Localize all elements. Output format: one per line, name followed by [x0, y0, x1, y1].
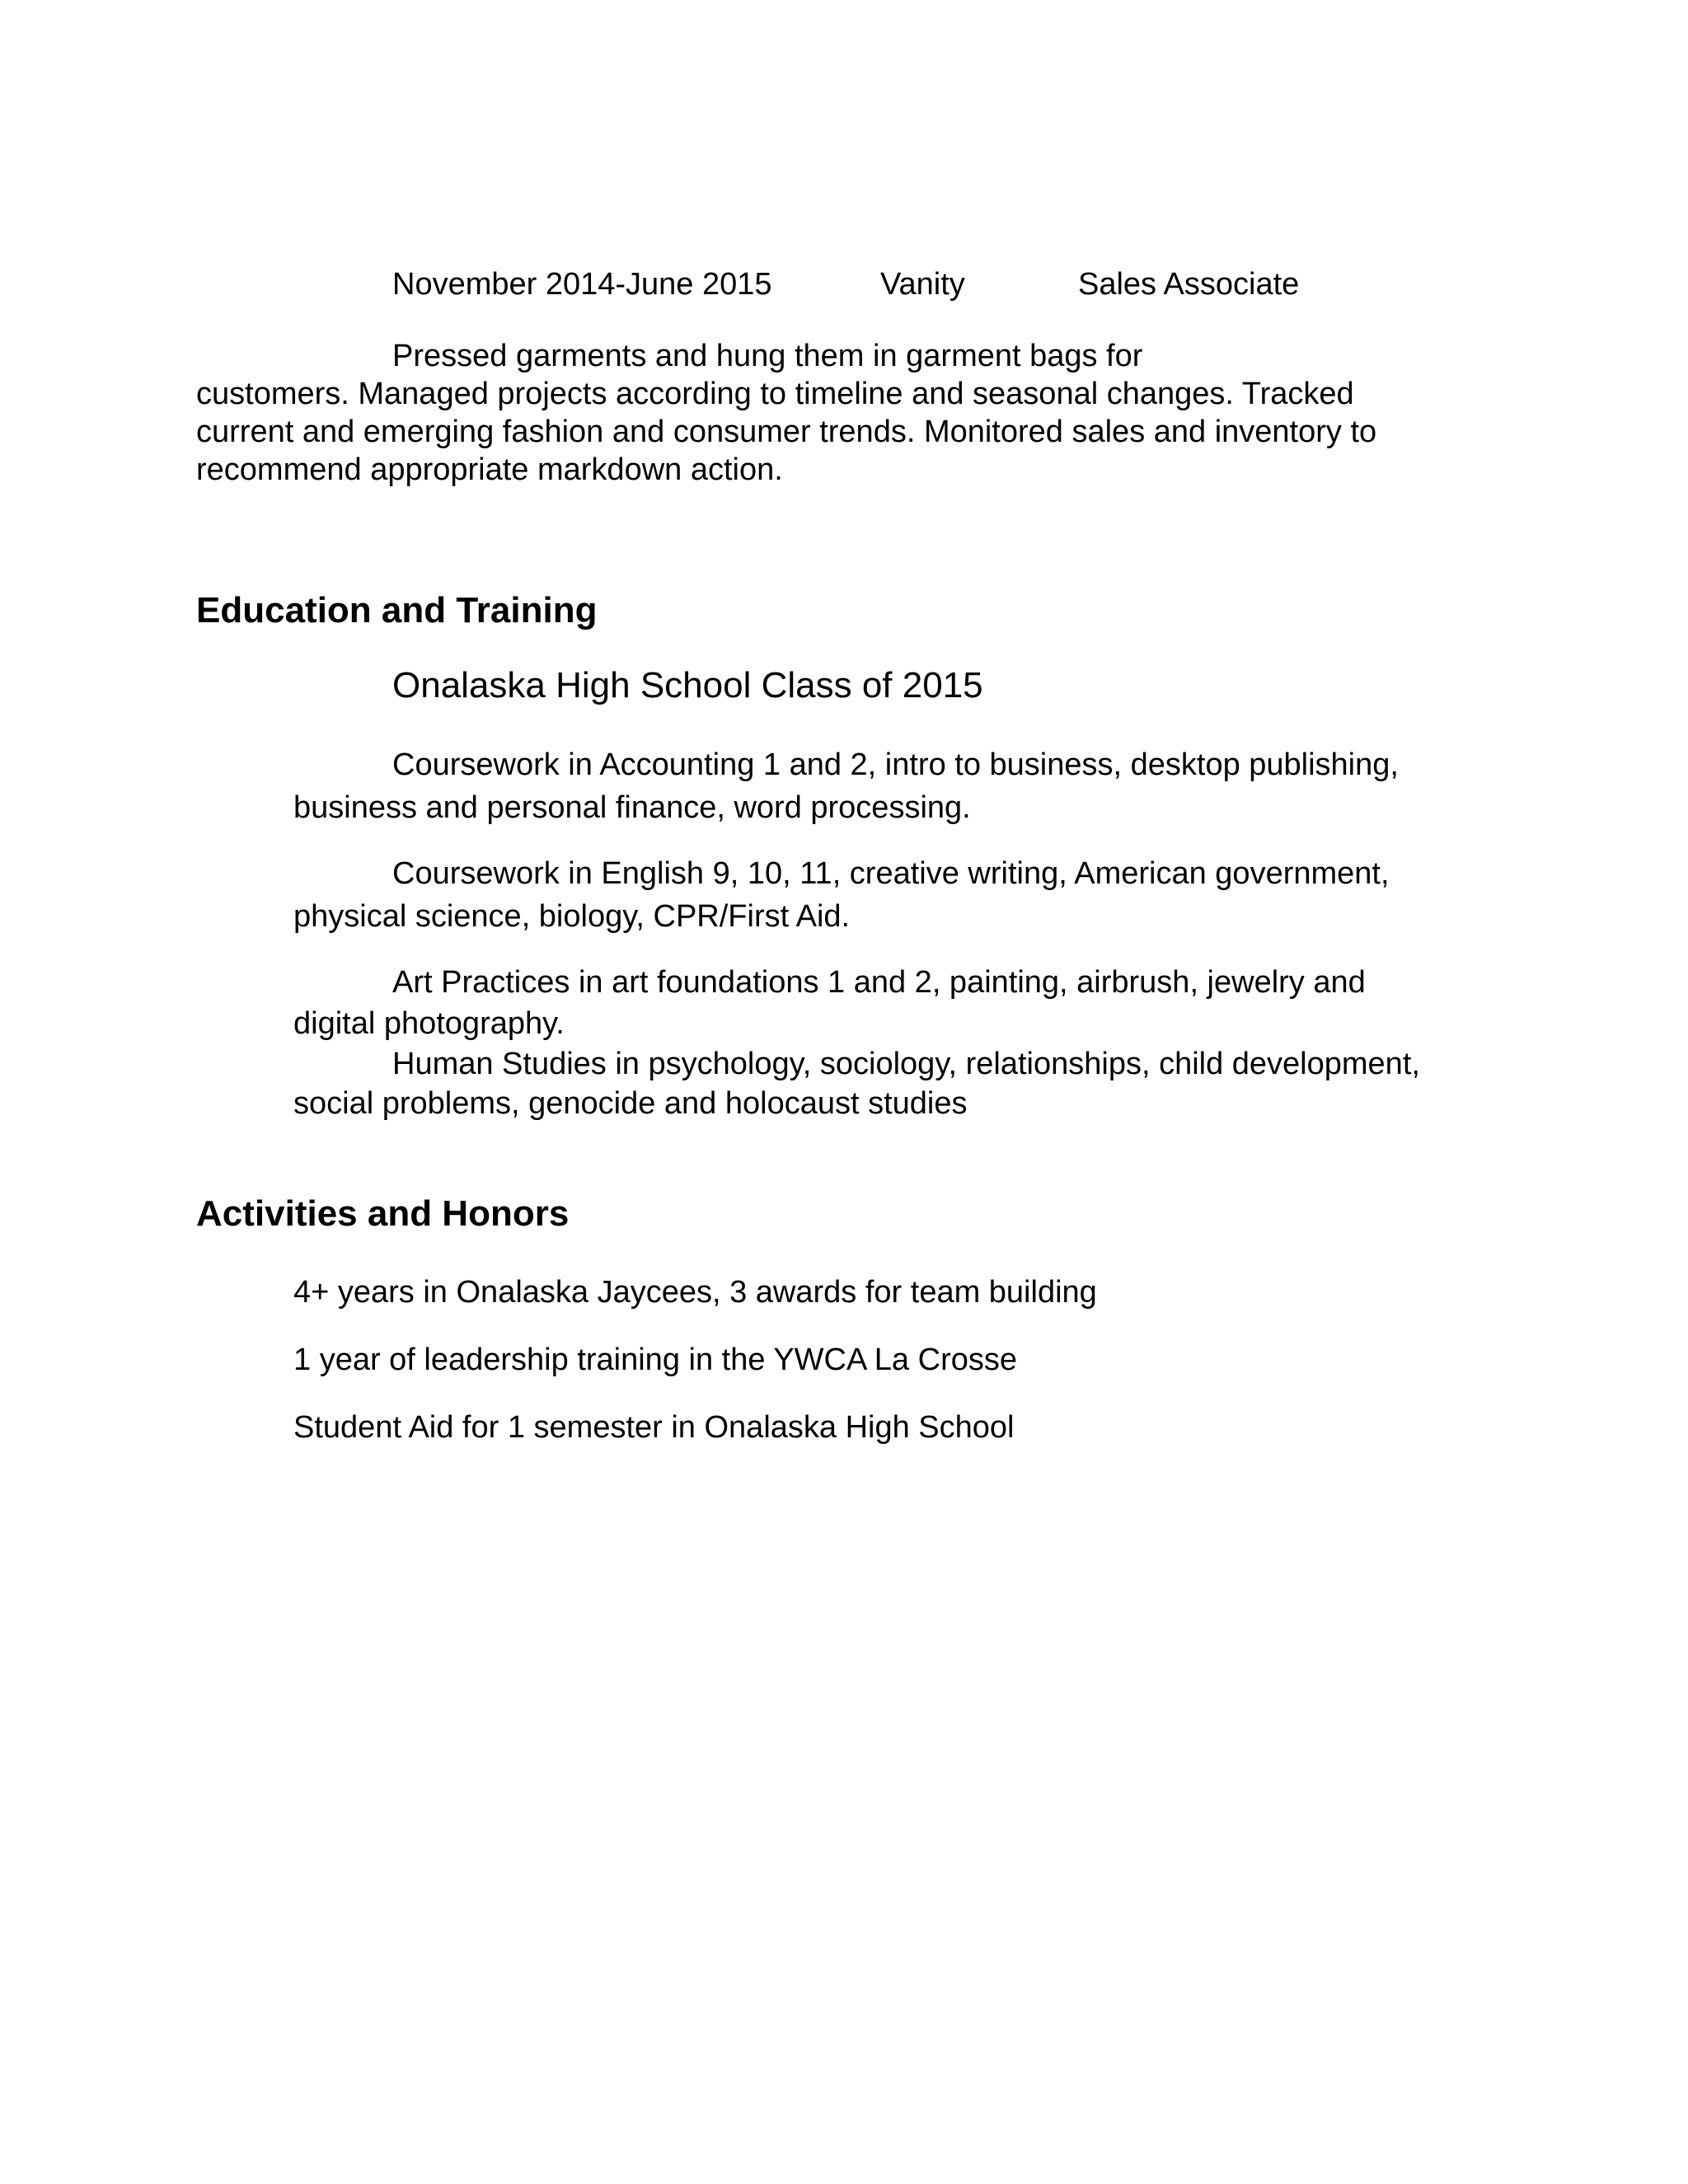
coursework-english-line-1: Coursework in English 9, 10, 11, creative writing, American government,: [392, 856, 1390, 891]
human-studies-line-1: Human Studies in psychology, sociology, relationships, child development,: [392, 1047, 1420, 1081]
art-practices-line-1: Art Practices in art foundations 1 and 2, painting, airbrush, jewelry and: [392, 965, 1366, 1000]
job-company: Vanity: [880, 267, 965, 302]
human-studies-line-2: social problems, genocide and holocaust studies: [293, 1086, 968, 1121]
job-title: Sales Associate: [1078, 267, 1300, 302]
coursework-accounting-line-2: business and personal finance, word processing.: [293, 790, 971, 825]
activities-heading: Activities and Honors: [196, 1193, 570, 1234]
job-description-line-4: recommend appropriate markdown action.: [196, 452, 783, 487]
school-name: Onalaska High School Class of 2015: [392, 665, 983, 705]
activity-item-ywca: 1 year of leadership training in the YWCA La Crosse: [293, 1343, 1017, 1377]
coursework-accounting-line-1: Coursework in Accounting 1 and 2, intro to business, desktop publishing,: [392, 748, 1399, 782]
coursework-english-line-2: physical science, biology, CPR/First Aid.: [293, 899, 851, 934]
job-description-line-1: Pressed garments and hung them in garment bags for: [392, 339, 1143, 373]
art-practices-line-2: digital photography.: [293, 1006, 565, 1041]
activity-item-jaycees: 4+ years in Onalaska Jaycees, 3 awards for team building: [293, 1275, 1097, 1310]
job-dates: November 2014-June 2015: [392, 267, 772, 302]
job-description-line-2: customers. Managed projects according to timeline and seasonal changes. Tracked: [196, 377, 1354, 411]
job-description-line-3: current and emerging fashion and consumer trends. Monitored sales and inventory to: [196, 415, 1377, 449]
activity-item-student-aid: Student Aid for 1 semester in Onalaska High School: [293, 1410, 1015, 1445]
education-heading: Education and Training: [196, 590, 598, 630]
